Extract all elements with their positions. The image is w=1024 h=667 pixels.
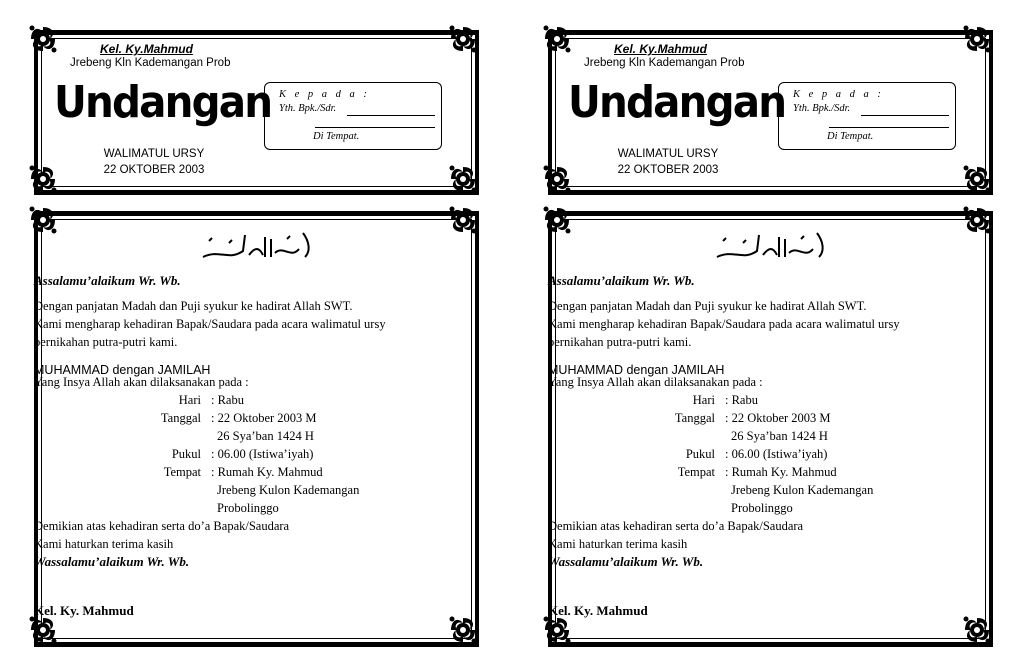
corner-ornament-icon <box>448 164 478 194</box>
yth-label: Yth. Bpk./Sdr. <box>279 103 337 114</box>
corner-ornament-icon <box>28 205 58 235</box>
corner-ornament-icon <box>962 615 992 645</box>
event-date: 22 OKTOBER 2003 <box>617 164 719 176</box>
detail-value: : 22 Oktober 2003 M <box>211 411 317 425</box>
opening-greeting: Assalamu’alaikum Wr. Wb. <box>548 273 695 288</box>
letter-paragraph: Kami haturkan terima kasih <box>34 537 174 551</box>
corner-ornament-icon <box>542 205 572 235</box>
corner-ornament-icon <box>448 615 478 645</box>
invitation-title: Undangan <box>568 77 786 128</box>
letter-paragraph: pernikahan putra-putri kami. <box>34 335 178 349</box>
detail-value: : Rabu <box>725 393 758 407</box>
letter-paragraph: Kami haturkan terima kasih <box>548 537 688 551</box>
detail-value: 26 Sya’ban 1424 H <box>217 429 314 443</box>
detail-value: : 06.00 (Istiwa’iyah) <box>211 447 314 461</box>
letter-paragraph: Yang Insya Allah akan dilaksanakan pada : <box>548 375 763 389</box>
detail-value: 26 Sya’ban 1424 H <box>731 429 828 443</box>
detail-value: : Rabu <box>211 393 244 407</box>
detail-value: Jrebeng Kulon Kademangan <box>731 483 874 497</box>
event-name: WALIMATUL URSY <box>103 148 205 160</box>
closing-greeting: Wassalamu’alaikum Wr. Wb. <box>548 554 704 569</box>
detail-value: Probolinggo <box>731 501 793 515</box>
corner-ornament-icon <box>962 205 992 235</box>
letter-paragraph: Dengan panjatan Madah dan Puji syukur ke hadirat Allah SWT. <box>34 299 353 313</box>
couple-names: MUHAMMAD dengan JAMILAH <box>34 363 211 377</box>
letter-paragraph: Yang Insya Allah akan dilaksanakan pada : <box>34 375 249 389</box>
letter-right <box>548 211 993 651</box>
recipient-line <box>315 127 435 128</box>
sender-name: Kel. Ky.Mahmud <box>100 42 193 56</box>
detail-label: Hari <box>178 393 201 407</box>
bismillah-calligraphy-icon <box>199 227 319 265</box>
kepada-label: K e p a d a : <box>793 89 884 100</box>
tempat-label: Di Tempat. <box>313 131 360 142</box>
detail-label: Tempat <box>163 465 201 479</box>
closing-greeting: Wassalamu’alaikum Wr. Wb. <box>34 554 190 569</box>
signature: Kel. Ky. Mahmud <box>548 603 648 618</box>
recipient-box <box>264 82 442 150</box>
detail-label: Pukul <box>171 447 201 461</box>
recipient-line <box>861 115 949 116</box>
corner-ornament-icon <box>962 24 992 54</box>
letter-paragraph: pernikahan putra-putri kami. <box>548 335 692 349</box>
event-date: 22 OKTOBER 2003 <box>103 164 205 176</box>
opening-greeting: Assalamu’alaikum Wr. Wb. <box>34 273 181 288</box>
detail-label: Tanggal <box>160 411 201 425</box>
corner-ornament-icon <box>542 615 572 645</box>
corner-ornament-icon <box>448 24 478 54</box>
invitation-title: Undangan <box>54 77 272 128</box>
recipient-box <box>778 82 956 150</box>
detail-label: Tanggal <box>674 411 715 425</box>
letter-paragraph: Kami mengharap kehadiran Bapak/Saudara pada acara walimatul ursy <box>34 317 386 331</box>
yth-label: Yth. Bpk./Sdr. <box>793 103 851 114</box>
sender-name: Kel. Ky.Mahmud <box>614 42 707 56</box>
corner-ornament-icon <box>28 24 58 54</box>
kepada-label: K e p a d a : <box>279 89 370 100</box>
corner-ornament-icon <box>28 615 58 645</box>
corner-ornament-icon <box>542 164 572 194</box>
detail-value: : 22 Oktober 2003 M <box>725 411 831 425</box>
corner-ornament-icon <box>28 164 58 194</box>
letter-left <box>34 211 479 651</box>
tempat-label: Di Tempat. <box>827 131 874 142</box>
sender-address: Jrebeng Kln Kademangan Prob <box>584 57 745 69</box>
recipient-line <box>347 115 435 116</box>
detail-label: Hari <box>692 393 715 407</box>
event-name: WALIMATUL URSY <box>617 148 719 160</box>
letter-paragraph: Demikian atas kehadiran serta do’a Bapak/Saudara <box>548 519 804 533</box>
couple-names: MUHAMMAD dengan JAMILAH <box>548 363 725 377</box>
detail-label: Pukul <box>685 447 715 461</box>
corner-ornament-icon <box>542 24 572 54</box>
event-info <box>94 146 214 178</box>
corner-ornament-icon <box>962 164 992 194</box>
letter-paragraph: Kami mengharap kehadiran Bapak/Saudara pada acara walimatul ursy <box>548 317 900 331</box>
recipient-line <box>829 127 949 128</box>
detail-value: : Rumah Ky. Mahmud <box>725 465 837 479</box>
corner-ornament-icon <box>448 205 478 235</box>
envelope-right <box>548 30 993 195</box>
letter-paragraph: Dengan panjatan Madah dan Puji syukur ke hadirat Allah SWT. <box>548 299 867 313</box>
detail-value: : 06.00 (Istiwa’iyah) <box>725 447 828 461</box>
detail-value: Probolinggo <box>217 501 279 515</box>
event-info <box>608 146 728 178</box>
bismillah-calligraphy-icon <box>713 227 833 265</box>
letter-paragraph: Demikian atas kehadiran serta do’a Bapak/Saudara <box>34 519 290 533</box>
envelope-left <box>34 30 479 195</box>
detail-value: : Rumah Ky. Mahmud <box>211 465 323 479</box>
detail-value: Jrebeng Kulon Kademangan <box>217 483 360 497</box>
signature: Kel. Ky. Mahmud <box>34 603 134 618</box>
sender-address: Jrebeng Kln Kademangan Prob <box>70 57 231 69</box>
detail-label: Tempat <box>677 465 715 479</box>
